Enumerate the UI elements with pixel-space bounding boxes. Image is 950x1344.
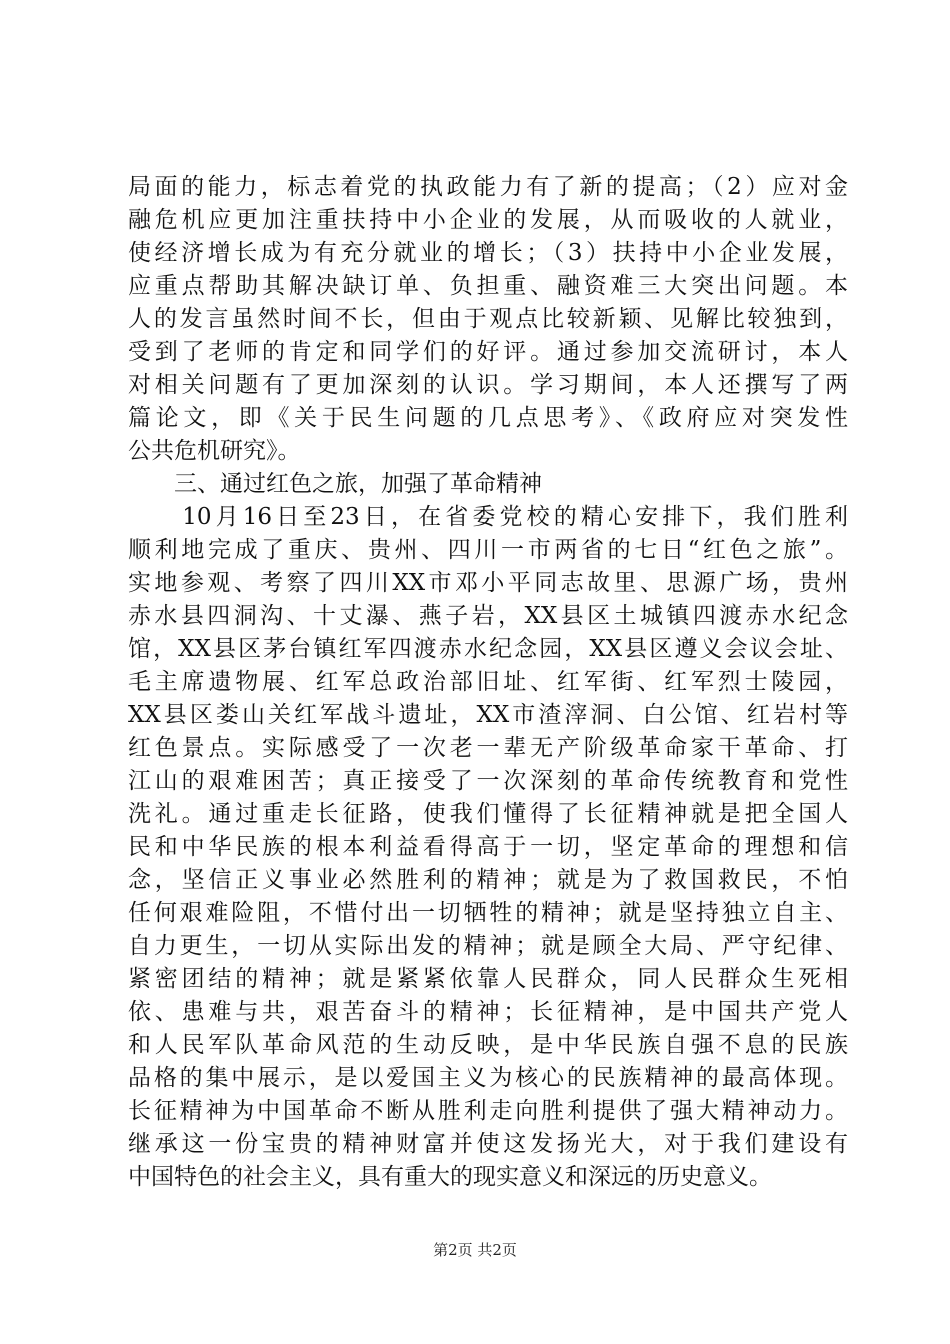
text-line: 受到了老师的肯定和同学们的好评。通过参加交流研讨，本人 xyxy=(128,339,848,365)
text-line: 公共危机研究》。 xyxy=(128,438,301,464)
text-line: 继承这一份宝贵的精神财富并使这发扬光大，对于我们建设有 xyxy=(128,1131,848,1157)
text-line: 实地参观、考察了四川XX市邓小平同志故里、思源广场，贵州 xyxy=(128,570,848,596)
text-line: 馆，XX县区茅台镇红军四渡赤水纪念园，XX县区遵义会议会址、 xyxy=(128,636,848,662)
text-line: 任何艰难险阻，不惜付出一切牺牲的精神；就是坚持独立自主、 xyxy=(128,900,848,926)
text-line: 念，坚信正义事业必然胜利的精神；就是为了救国救民，不怕 xyxy=(128,867,848,893)
text-line: 和人民军队革命风范的生动反映，是中华民族自强不息的民族 xyxy=(128,1032,848,1058)
text-line: 品格的集中展示，是以爱国主义为核心的民族精神的最高体现。 xyxy=(128,1065,848,1091)
section-heading: 三、通过红色之旅，加强了革命精神 xyxy=(128,471,542,497)
text-line: 10月16日至23日，在省委党校的精心安排下，我们胜利 xyxy=(128,504,848,530)
text-line: 对相关问题有了更加深刻的认识。学习期间，本人还撰写了两 xyxy=(128,372,848,398)
document-body xyxy=(128,171,848,1194)
text-line: 中国特色的社会主义，具有重大的现实意义和深远的历史意义。 xyxy=(128,1164,772,1190)
text-line: 民和中华民族的根本利益看得高于一切，坚定革命的理想和信 xyxy=(128,834,848,860)
text-line: 篇论文，即《关于民生问题的几点思考》、《政府应对突发性 xyxy=(128,405,848,431)
text-line: 人的发言虽然时间不长，但由于观点比较新颖、见解比较独到， xyxy=(128,306,848,332)
text-line: 赤水县四洞沟、十丈瀑、燕子岩，XX县区土城镇四渡赤水纪念 xyxy=(128,603,848,629)
text-line: 洗礼。通过重走长征路，使我们懂得了长征精神就是把全国人 xyxy=(128,801,848,827)
text-line: 局面的能力，标志着党的执政能力有了新的提高；（2）应对金 xyxy=(128,174,848,200)
text-line: 长征精神为中国革命不断从胜利走向胜利提供了强大精神动力。 xyxy=(128,1098,848,1124)
text-line: 江山的艰难困苦；真正接受了一次深刻的革命传统教育和党性 xyxy=(128,768,848,794)
text-line: 红色景点。实际感受了一次老一辈无产阶级革命家干革命、打 xyxy=(128,735,848,761)
text-line: 融危机应更加注重扶持中小企业的发展，从而吸收的人就业， xyxy=(128,207,848,233)
text-line: 使经济增长成为有充分就业的增长；（3）扶持中小企业发展， xyxy=(128,240,848,266)
text-line: 应重点帮助其解决缺订单、负担重、融资难三大突出问题。本 xyxy=(128,273,848,299)
text-line: 毛主席遗物展、红军总政治部旧址、红军街、红军烈士陵园， xyxy=(128,669,848,695)
text-line: XX县区娄山关红军战斗遗址，XX市渣滓洞、白公馆、红岩村等 xyxy=(128,702,848,728)
page-number-footer: 第2页 共2页 xyxy=(433,1241,517,1259)
text-line: 紧密团结的精神；就是紧紧依靠人民群众，同人民群众生死相 xyxy=(128,966,848,992)
text-line: 自力更生，一切从实际出发的精神；就是顾全大局、严守纪律、 xyxy=(128,933,848,959)
text-line: 顺利地完成了重庆、贵州、四川一市两省的七日“红色之旅”。 xyxy=(128,537,848,563)
text-line: 依、患难与共，艰苦奋斗的精神；长征精神，是中国共产党人 xyxy=(128,999,848,1025)
